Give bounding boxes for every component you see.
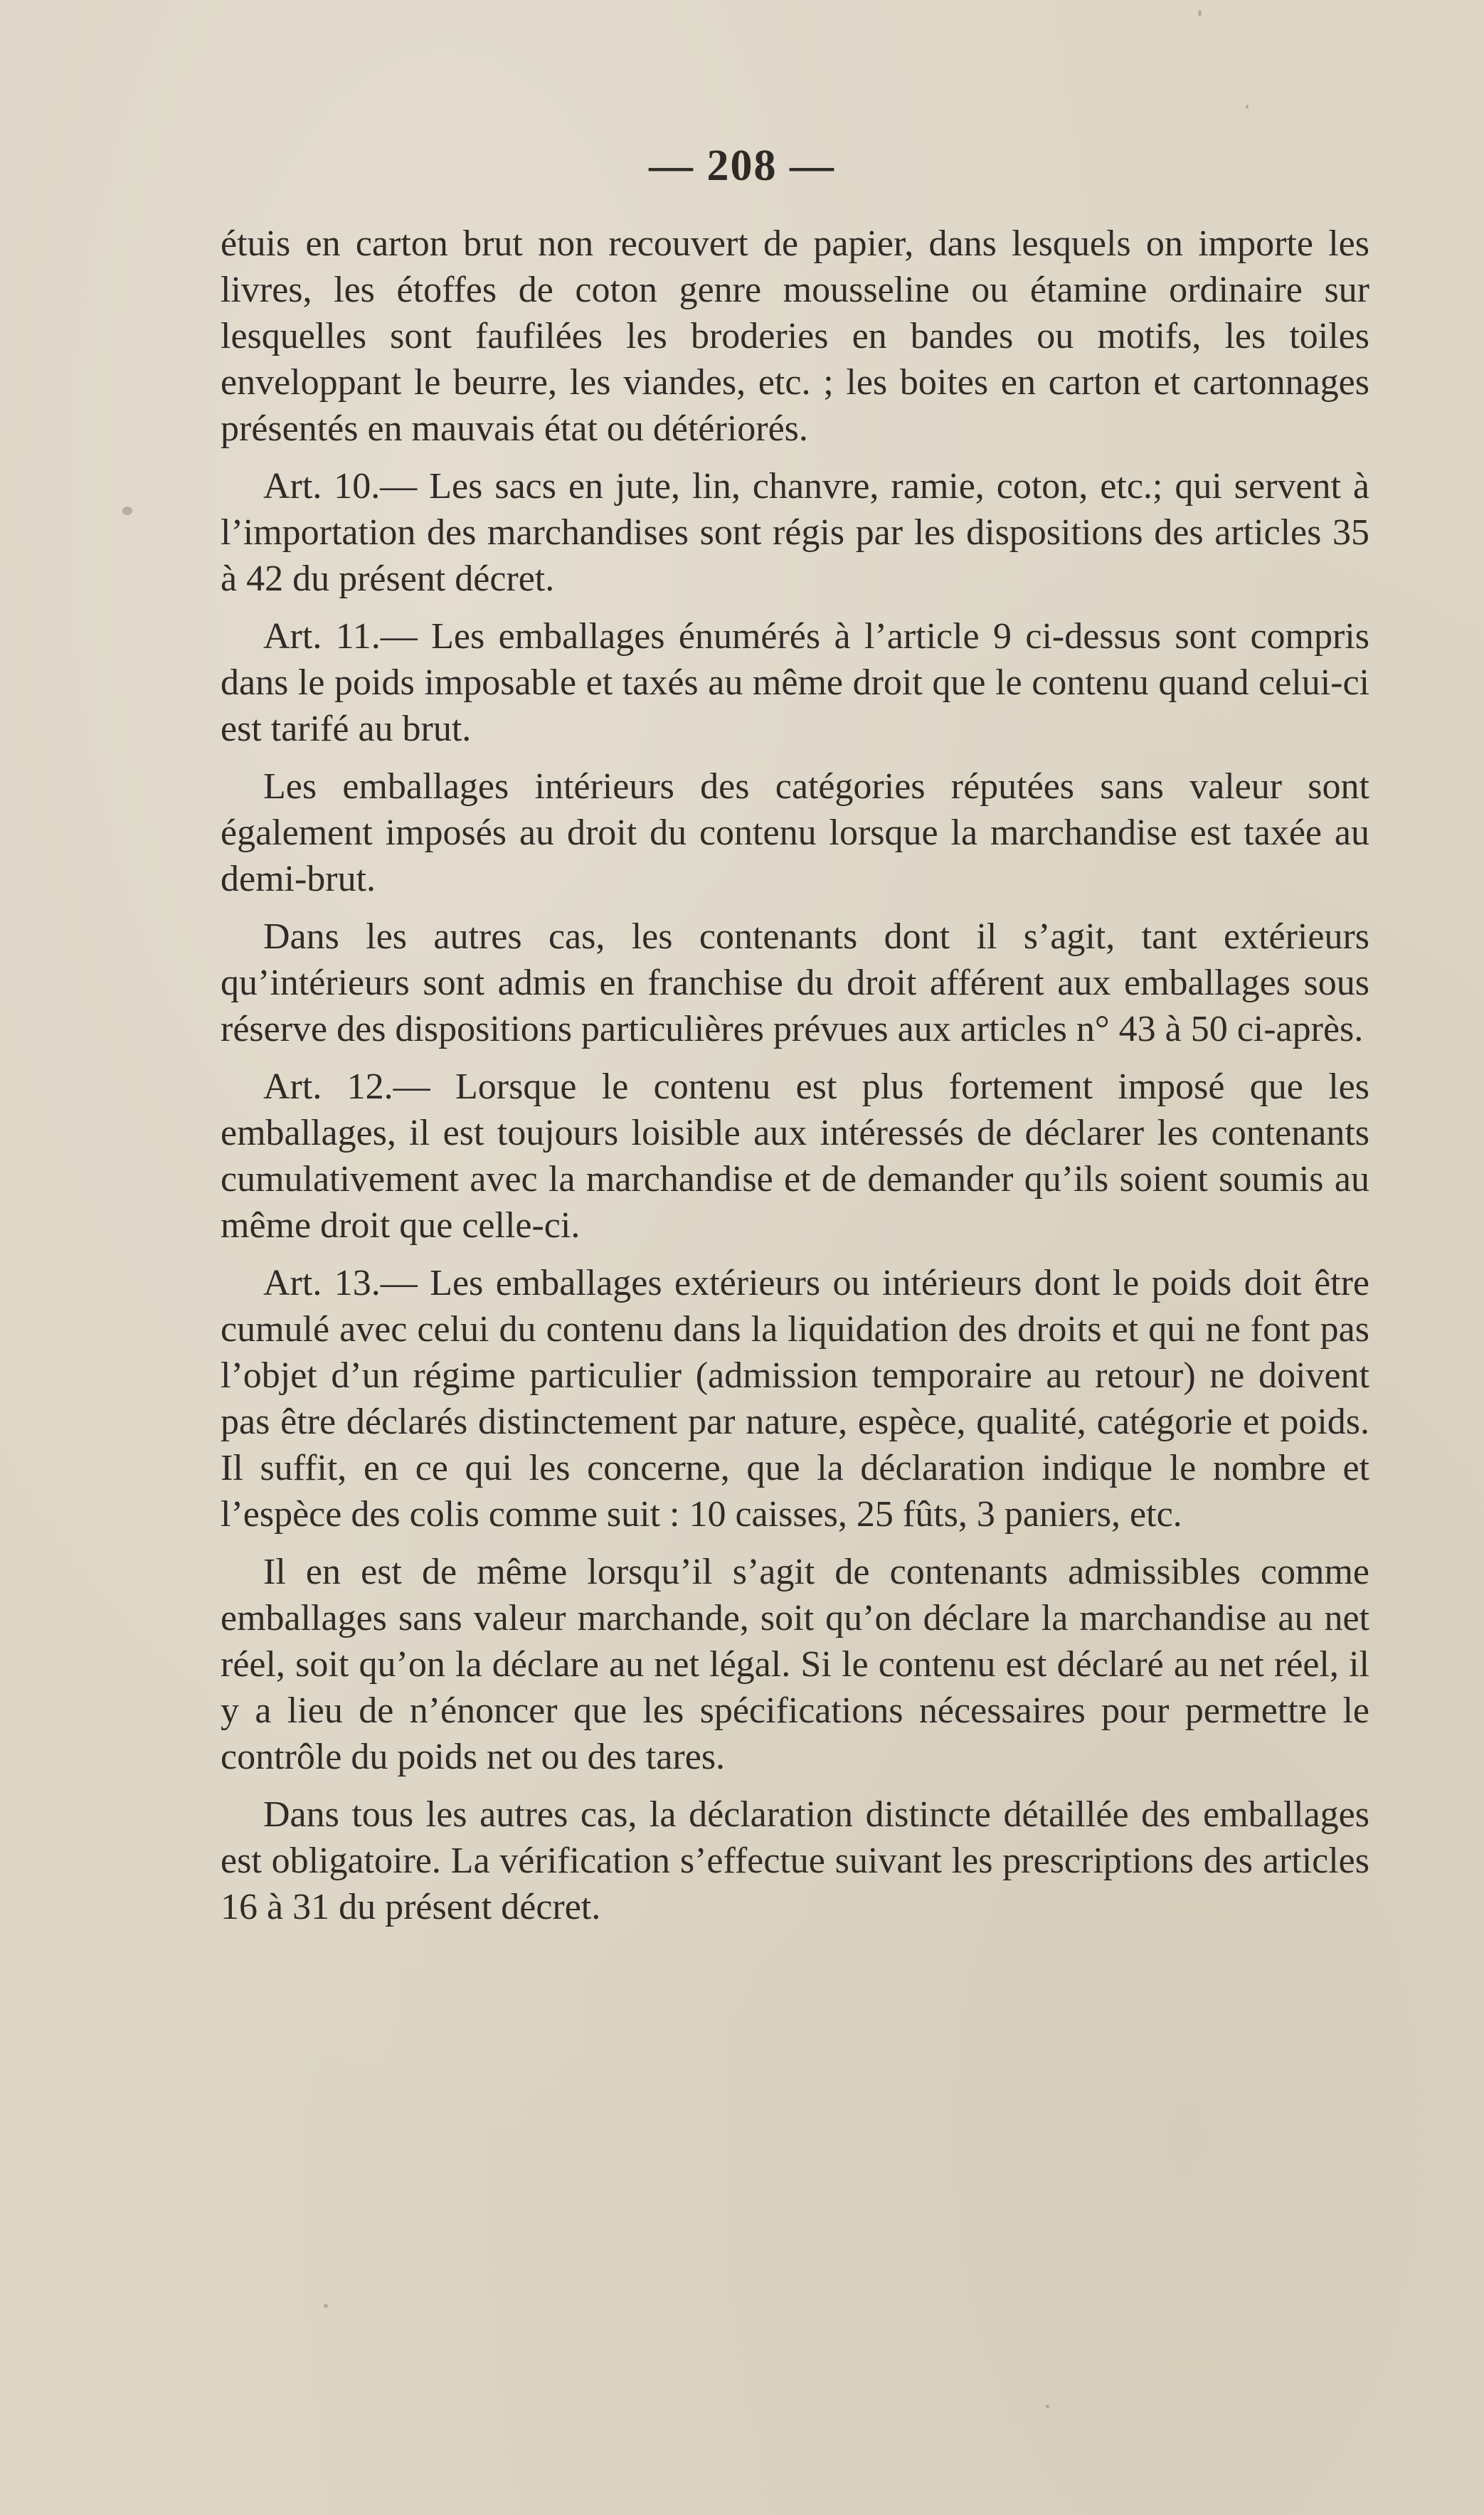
paragraph-article-12: Art. 12.— Lorsque le contenu est plus fortement imposé que les emballages, il est toujours loisible aux intéressés de déclarer les contenants cumulativement avec la marchandise et de demander qu’ils soient soumis au même droit que celle-ci. (221, 1066, 1369, 1246)
paragraph-article-11: Art. 11.— Les emballages énumérés à l’article 9 ci-dessus sont compris dans le poids imposable et taxés au même droit que le contenu quand celui-ci est tarifé au brut. (221, 616, 1369, 749)
paper-speck (1046, 2405, 1049, 2408)
paragraph: Il en est de même lorsqu’il s’agit de contenants admissibles comme emballages sans valeur marchande, soit qu’on déclare la marchandise au net réel, soit qu’on la déclare au net légal. Si le contenu est déclaré au net réel, il y a lieu de n’énoncer que les spécifications nécessaires pour permettre le contrôle du poids net ou des tares. (221, 1552, 1369, 1777)
paragraph-article-13: Art. 13.— Les emballages extérieurs ou intérieurs dont le poids doit être cumulé avec celui du contenu dans la liquidation des droits et qui ne font pas l’objet d’un régime particulier (admission temporaire au retour) ne doivent pas être déclarés distinctement par nature, espèce, qualité, catégorie et poids. Il suffit, en ce qui les concerne, que la déclaration indique le nombre et l’espèce des colis comme suit : 10 caisses, 25 fûts, 3 paniers, etc. (221, 1263, 1369, 1535)
paragraph: Dans les autres cas, les contenants dont il s’agit, tant extérieurs qu’intérieurs sont admis en franchise du droit afférent aux emballages sous réserve des dispositions particulières prévues aux articles n° 43 à 50 ci-après. (221, 916, 1369, 1049)
paragraph: étuis en carton brut non recouvert de papier, dans lesquels on importe les livres, les étoffes de coton genre mousseline ou étamine ordinaire sur lesquelles sont faufilées les broderies en bandes ou motifs, les toiles enveloppant le beurre, les viandes, etc. ; les boites en carton et cartonnages présentés en mauvais état ou détériorés. (221, 223, 1369, 449)
paragraph: Les emballages intérieurs des catégories réputées sans valeur sont également imposés au droit du contenu lorsque la marchandise est taxée au demi-brut. (221, 766, 1369, 899)
paper-speck (122, 507, 132, 515)
paper-speck (1246, 105, 1249, 109)
body-text (221, 221, 1369, 1942)
paper-speck (1198, 10, 1202, 16)
page-number: — 208 — (649, 142, 835, 190)
paragraph: Dans tous les autres cas, la déclaration distincte détaillée des emballages est obligatoire. La vérification s’effectue suivant les prescriptions des articles 16 à 31 du présent décret. (221, 1794, 1369, 1927)
paper-speck (324, 2304, 328, 2308)
paragraph-article-10: Art. 10.— Les sacs en jute, lin, chanvre, ramie, coton, etc.; qui servent à l’importation des marchandises sont régis par les dispositions des articles 35 à 42 du présent décret. (221, 466, 1369, 599)
